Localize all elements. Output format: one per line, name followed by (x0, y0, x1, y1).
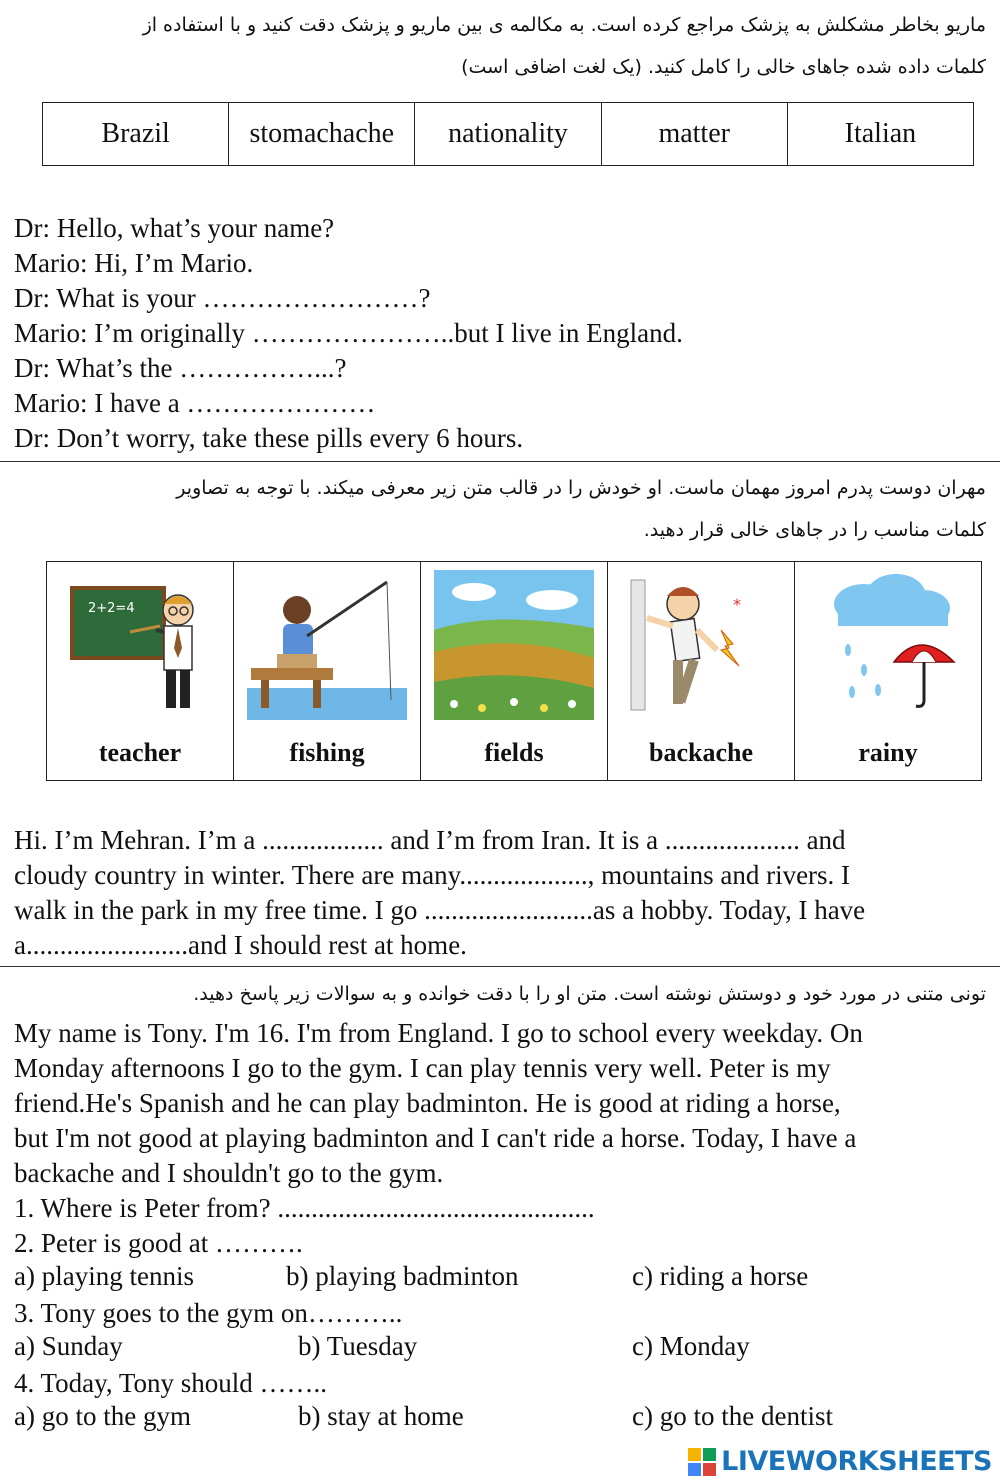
dialogue-line[interactable]: Dr: What is your ……………………? (14, 283, 431, 313)
teacher-illustration (55, 570, 225, 720)
section2-instruction-line1: مهران دوست پدرم امروز مهمان ماست. او خودش را در قالب متن زیر معرفی میکند. با توجه به تصاویر (176, 477, 986, 499)
q3-option-c[interactable]: c) Monday (632, 1331, 750, 1361)
section1-instruction-line1: ماریو بخاطر مشکلش به پزشک مراجع کرده است. به مکالمه ی بین ماریو و پزشک دقت کنید و با استفاده از (142, 14, 986, 36)
tony-paragraph-line: friend.He's Spanish and he can play badminton. He is good at riding a horse, (14, 1088, 841, 1118)
q2-option-b[interactable]: b) playing badminton (286, 1261, 519, 1291)
q3-option-b[interactable]: b) Tuesday (298, 1331, 418, 1361)
word-bank-item: Italian (844, 118, 917, 149)
liveworksheets-icon (687, 1447, 717, 1477)
dialogue-line[interactable]: Mario: I’m originally …………………..but I live in England. (14, 318, 683, 348)
mehran-paragraph-line[interactable]: Hi. I’m Mehran. I’m a .................. and I’m from Iran. It is a .................... and (14, 825, 846, 855)
mehran-paragraph-line[interactable]: cloudy country in winter. There are many..................., mountains and rivers. I (14, 860, 851, 890)
word-bank-item: stomachache (229, 103, 415, 165)
q4-option-a[interactable]: a) go to the gym (14, 1401, 191, 1431)
q3-option-a[interactable]: a) Sunday (14, 1331, 123, 1361)
word-bank-item: nationality (415, 103, 601, 165)
fields-illustration (429, 570, 599, 720)
tony-paragraph-line: backache and I shouldn't go to the gym. (14, 1158, 444, 1188)
dialogue-line[interactable]: Dr: What’s the ……………...? (14, 353, 347, 383)
section1-instruction-line2: کلمات داده شده جاهای خالی را کامل کنید. (یک لغت اضافی است) (461, 56, 986, 78)
q2-option-c[interactable]: c) riding a horse (632, 1261, 809, 1291)
section-divider (0, 966, 1000, 967)
word-bank (42, 102, 974, 166)
fishing-illustration (242, 570, 412, 720)
section2-instruction-line2: کلمات مناسب را در جاهای خالی قرار دهید. (643, 519, 986, 541)
word-bank-item: matter (602, 103, 788, 165)
brand-name: LIVEWORKSHEETS (721, 1446, 992, 1477)
picture-backache (608, 562, 795, 780)
picture-label: fields (484, 738, 544, 767)
picture-label: backache (649, 738, 753, 767)
dialogue-line[interactable]: Mario: I have a ………………… (14, 388, 376, 418)
backache-illustration (616, 570, 786, 720)
picture-fishing (234, 562, 421, 780)
tony-paragraph-line: My name is Tony. I'm 16. I'm from England. I go to school every weekday. On (14, 1018, 863, 1048)
picture-teacher (47, 562, 234, 780)
tony-paragraph-line: Monday afternoons I go to the gym. I can play tennis very well. Peter is my (14, 1053, 831, 1083)
dialogue-line: Mario: Hi, I’m Mario. (14, 248, 254, 278)
section3-instruction: تونی متنی در مورد خود و دوستش نوشته است. متن او را با دقت خوانده و به سوالات زیر پاسخ دهید. (193, 983, 986, 1005)
q4-option-b[interactable]: b) stay at home (298, 1401, 464, 1431)
question-4: 4. Today, Tony should …….. (14, 1368, 327, 1398)
svg-text:2+2=4: 2+2=4 (88, 601, 135, 616)
mehran-paragraph-line[interactable]: a........................and I should rest at home. (14, 930, 467, 960)
picture-strip (46, 561, 982, 781)
word-bank-item: Brazil (43, 103, 229, 165)
dialogue-line: Dr: Hello, what’s your name? (14, 213, 335, 243)
liveworksheets-logo (687, 1446, 992, 1477)
section-divider (0, 461, 1000, 462)
question-1[interactable]: 1. Where is Peter from? ............................................... (14, 1193, 595, 1223)
rainy-illustration (803, 570, 973, 720)
svg-text:*: * (733, 595, 741, 614)
q2-option-a[interactable]: a) playing tennis (14, 1261, 194, 1291)
picture-label: rainy (858, 738, 918, 767)
picture-fields (421, 562, 608, 780)
picture-rainy (795, 562, 981, 780)
picture-label: teacher (98, 738, 182, 767)
picture-label: fishing (289, 738, 365, 767)
dialogue-line: Dr: Don’t worry, take these pills every 6 hours. (14, 423, 524, 453)
question-2: 2. Peter is good at ………. (14, 1228, 303, 1258)
q4-option-c[interactable]: c) go to the dentist (632, 1401, 833, 1431)
tony-paragraph-line: but I'm not good at playing badminton and I can't ride a horse. Today, I have a (14, 1123, 857, 1153)
mehran-paragraph-line[interactable]: walk in the park in my free time. I go .........................as a hobby. Today, I have (14, 895, 866, 925)
question-3: 3. Tony goes to the gym on……….. (14, 1298, 403, 1328)
